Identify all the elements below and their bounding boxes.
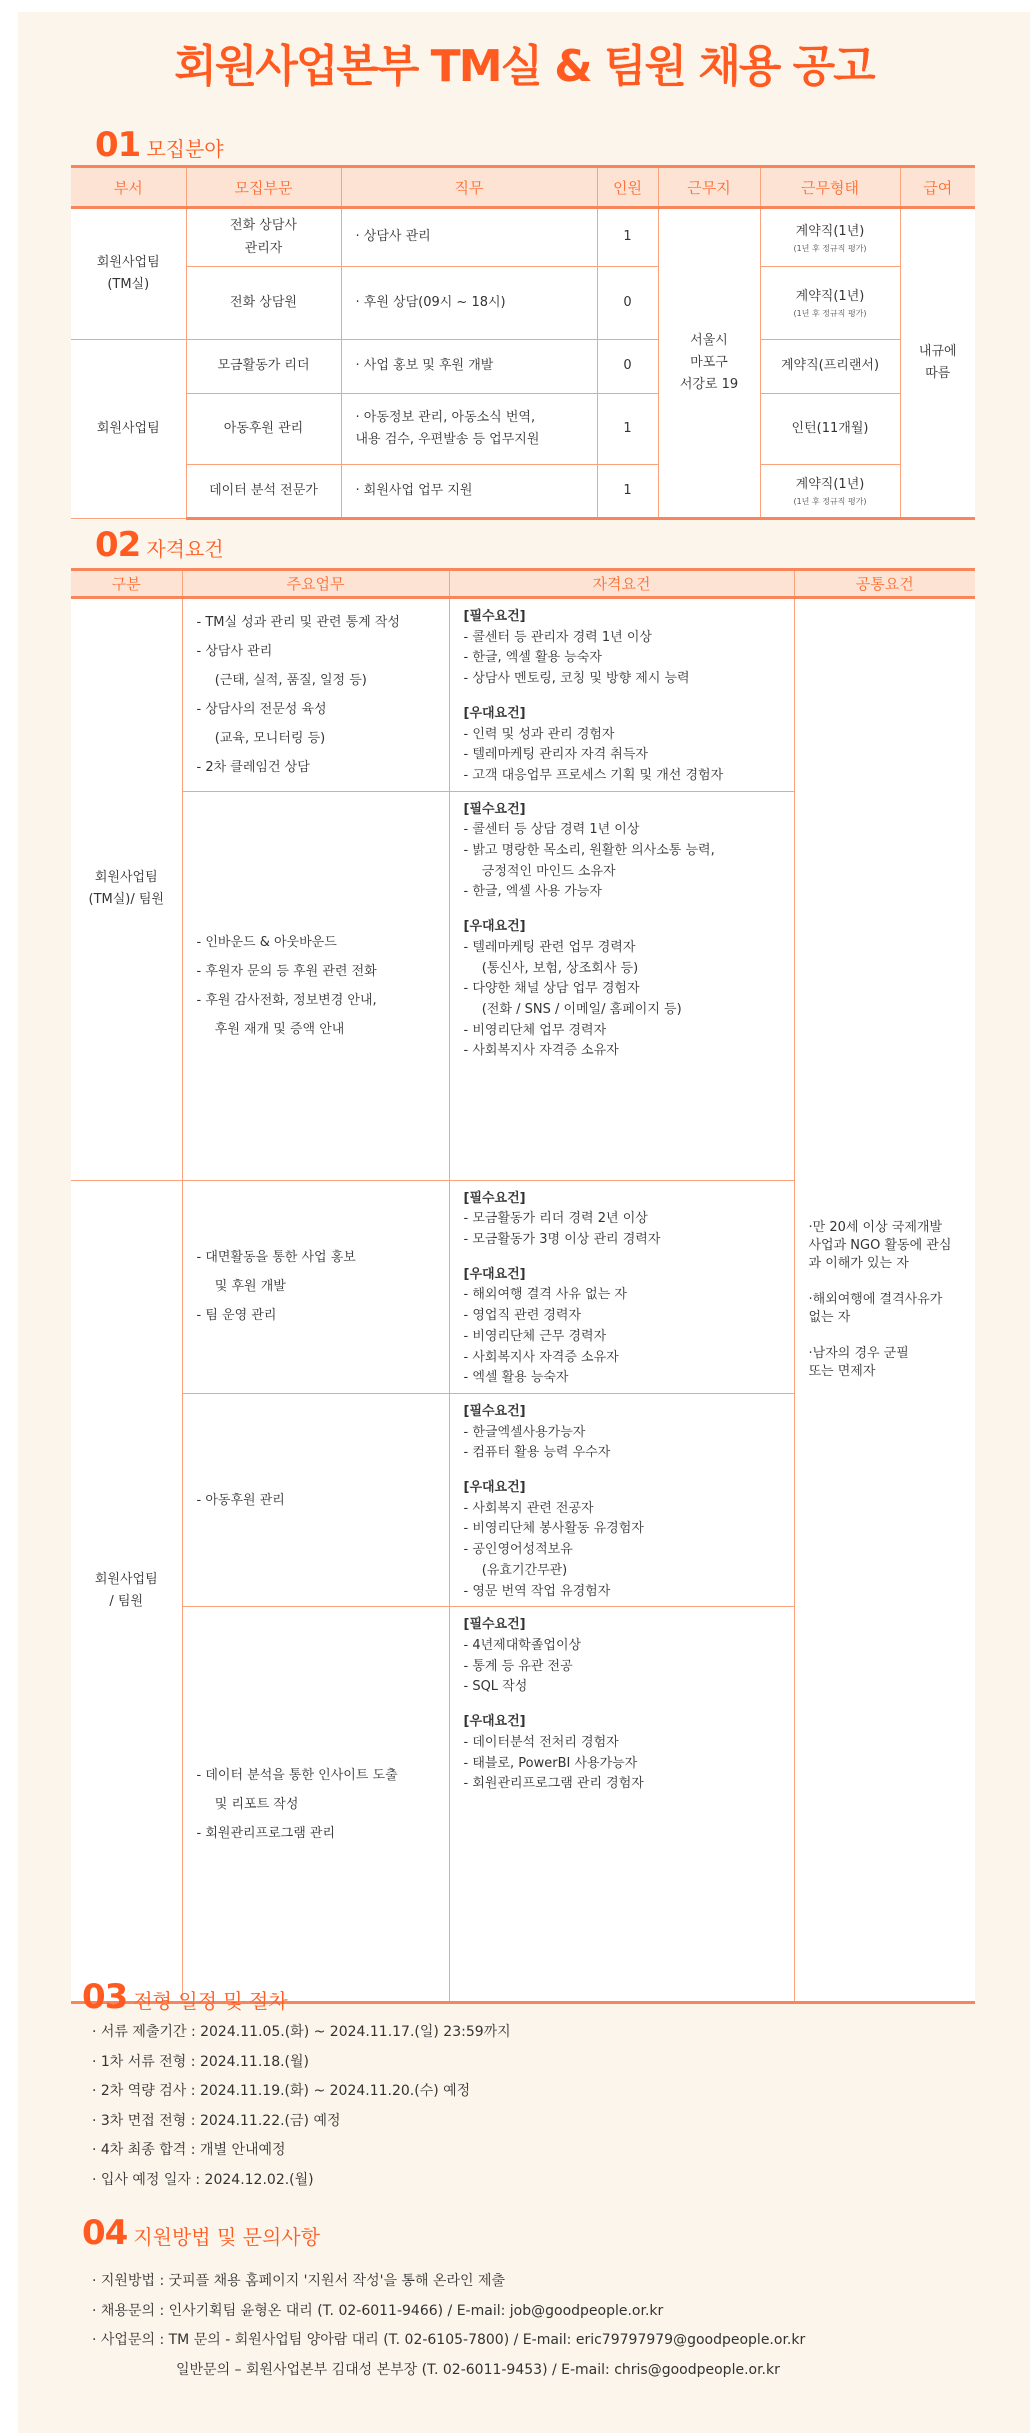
section-label: 전형 일정 및 절차 <box>133 1989 288 2013</box>
position-cell: 모금활동가 리더 <box>186 340 341 394</box>
headcount-cell: 1 <box>597 394 658 465</box>
table-row <box>71 267 975 340</box>
section-heading-quals <box>95 525 224 565</box>
table-row <box>71 465 975 519</box>
section-number: 01 <box>95 125 141 165</box>
duty-cell: · 회원사업 업무 지원 <box>341 465 597 519</box>
required-item: - 통계 등 유관 전공 <box>463 1658 573 1674</box>
column-header: 공통요건 <box>794 570 975 598</box>
schedule-item: · 3차 면접 전형 : 2024.11.22.(금) 예정 <box>92 2112 341 2129</box>
group-cell: 회원사업팀 / 팀원 <box>71 1180 182 2003</box>
section-label: 지원방법 및 문의사항 <box>133 2225 320 2249</box>
requirements-cell <box>449 1607 794 2003</box>
work-type: 계약직(1년) <box>795 223 865 239</box>
required-item: - 모금활동가 리더 경력 2년 이상 <box>463 1211 648 1227</box>
preferred-item: - 회원관리프로그램 관리 경험자 <box>463 1776 644 1792</box>
headcount-cell: 1 <box>597 465 658 519</box>
qualifications-table <box>71 568 975 2004</box>
preferred-item: (유효기간무관) <box>473 1562 568 1578</box>
section-heading-recruit <box>95 125 224 165</box>
section-number: 03 <box>82 1977 128 2017</box>
spacer <box>464 903 794 917</box>
duty-item: - 회원관리프로그램 관리 <box>196 1825 336 1841</box>
duty-item: 및 리포트 작성 <box>206 1796 299 1812</box>
requirements-cell <box>449 598 794 792</box>
required-item: - 콜센터 등 상담 경력 1년 이상 <box>463 822 640 838</box>
required-item: - 한글, 엑셀 활용 능숙자 <box>463 650 602 666</box>
preferred-item: - 데이터분석 전처리 경험자 <box>463 1734 619 1750</box>
column-header: 부서 <box>71 167 186 208</box>
duties-cell <box>182 1607 449 2003</box>
preferred-item: - 영문 번역 작업 유경험자 <box>463 1583 611 1599</box>
spacer <box>464 1464 794 1478</box>
preferred-item: (전화 / SNS / 이메일/ 홈페이지 등) <box>473 1001 682 1017</box>
column-header: 근무지 <box>658 167 760 208</box>
work-type-cell <box>760 465 900 519</box>
preferred-label: [우대요건] <box>463 705 526 721</box>
duty-item: - 아동후원 관리 <box>196 1492 285 1508</box>
headcount-cell: 0 <box>597 267 658 340</box>
table-row <box>71 340 975 394</box>
schedule-item: · 2차 역량 검사 : 2024.11.19.(화) ~ 2024.11.20.(수) 예정 <box>92 2083 471 2100</box>
duty-item: - 2차 클레임건 상담 <box>196 759 310 775</box>
recruitment-notice <box>18 12 1030 2433</box>
spacer <box>464 1251 794 1265</box>
preferred-item: - 사회복지사 자격증 소유자 <box>463 1349 619 1365</box>
required-label: [필수요건] <box>463 1617 526 1633</box>
work-type-note: (1년 후 정규직 평가) <box>793 497 867 507</box>
required-item: - 밝고 명랑한 목소리, 원활한 의사소통 능력, <box>463 843 715 859</box>
preferred-item: - 고객 대응업무 프로세스 기획 및 개선 경험자 <box>463 767 724 783</box>
work-type-cell <box>760 208 900 267</box>
column-header: 근무형태 <box>760 167 900 208</box>
page-title: 회원사업본부 TM실 & 팀원 채용 공고 <box>174 41 874 92</box>
section-label: 자격요건 <box>146 537 224 561</box>
duties-cell <box>182 1393 449 1606</box>
work-type-cell <box>760 340 900 394</box>
column-header: 구분 <box>71 570 182 598</box>
duty-item: 후원 재개 및 증액 안내 <box>206 1021 345 1037</box>
duties-cell <box>182 791 449 1180</box>
headcount-cell: 0 <box>597 340 658 394</box>
section-heading-schedule <box>82 1977 288 2017</box>
common-requirements-cell <box>794 598 975 2003</box>
common-item: ·해외여행에 결격사유가 없는 자 <box>808 1292 943 1326</box>
column-header: 자격요건 <box>449 570 794 598</box>
required-item: - 상담사 멘토링, 코칭 및 방향 제시 능력 <box>463 671 690 687</box>
position-cell: 아동후원 관리 <box>186 394 341 465</box>
location-cell: 서울시 마포구 서강로 19 <box>658 208 760 519</box>
duty-item: (근태, 실적, 품질, 일정 등) <box>206 672 367 688</box>
required-label: [필수요건] <box>463 609 526 624</box>
requirements-cell <box>449 1393 794 1606</box>
table-row <box>71 394 975 465</box>
common-item: ·만 20세 이상 국제개발 사업과 NGO 활동에 관심 과 이해가 있는 자 <box>808 1220 952 1272</box>
common-item: ·남자의 경우 군필 또는 면제자 <box>808 1346 909 1380</box>
work-type: 계약직(1년) <box>795 477 865 493</box>
requirements-cell <box>449 1180 794 1393</box>
required-item: - 한글엑셀사용가능자 <box>463 1424 586 1440</box>
preferred-item: - 다양한 채널 상담 업무 경험자 <box>463 981 640 997</box>
position-cell: 데이터 분석 전문가 <box>186 465 341 519</box>
section-label: 모집분야 <box>146 137 224 161</box>
schedule-item: · 1차 서류 전형 : 2024.11.18.(월) <box>92 2053 310 2070</box>
required-label: [필수요건] <box>463 1190 526 1206</box>
table-row <box>71 208 975 267</box>
required-label: [필수요건] <box>463 1403 526 1419</box>
required-item: - SQL 작성 <box>463 1679 528 1695</box>
recruit-table <box>71 165 975 520</box>
duty-item: - 후원자 문의 등 후원 관련 전화 <box>196 963 377 979</box>
preferred-item: - 공인영어성적보유 <box>463 1542 573 1558</box>
column-header: 모집부문 <box>186 167 341 208</box>
preferred-item: - 영업직 관련 경력자 <box>463 1308 582 1324</box>
position-cell: 전화 상담원 <box>186 267 341 340</box>
duty-cell: · 아동정보 관리, 아동소식 번역, 내용 검수, 우편발송 등 업무지원 <box>341 394 597 465</box>
preferred-item: - 해외여행 결격 사유 없는 자 <box>463 1287 627 1303</box>
required-item: - 컴퓨터 활용 능력 우수자 <box>463 1445 611 1461</box>
column-header: 급여 <box>900 167 975 208</box>
contact-item: · 채용문의 : 인사기획팀 윤형온 대리 (T. 02-6011-9466) / E-mail: job@goodpeople.or.kr <box>92 2302 664 2319</box>
duty-item: - 대면활동을 통한 사업 홍보 <box>196 1250 356 1266</box>
schedule-list <box>92 2018 511 2196</box>
work-type: 계약직(1년) <box>795 289 865 305</box>
duty-cell: · 사업 홍보 및 후원 개발 <box>341 340 597 394</box>
schedule-item: · 입사 예정 일자 : 2024.12.02.(월) <box>92 2171 314 2188</box>
work-type-cell <box>760 267 900 340</box>
required-item: - 모금활동가 3명 이상 관리 경력자 <box>463 1232 661 1248</box>
column-header: 직무 <box>341 167 597 208</box>
salary-cell: 내규에 따름 <box>900 208 975 519</box>
preferred-item: - 비영리단체 봉사활동 유경험자 <box>463 1521 644 1537</box>
preferred-item: - 텔레마케팅 관련 업무 경력자 <box>463 939 636 955</box>
column-header: 인원 <box>597 167 658 208</box>
duty-item: - 데이터 분석을 통한 인사이트 도출 <box>196 1767 398 1783</box>
headcount-cell: 1 <box>597 208 658 267</box>
contact-item: 일반문의 – 회원사업본부 김대성 본부장 (T. 02-6011-9453) / E-mail: chris@goodpeople.or.kr <box>176 2361 780 2378</box>
preferred-item: - 엑셀 활용 능숙자 <box>463 1370 569 1386</box>
contact-item: · 사업문의 : TM 문의 - 회원사업팀 양아람 대리 (T. 02-6105-7800) / E-mail: eric79797979@goodpeople.or.kr <box>92 2332 806 2349</box>
required-item: - 콜센터 등 관리자 경력 1년 이상 <box>463 629 652 645</box>
duties-cell <box>182 1180 449 1393</box>
preferred-item: - 비영리단체 업무 경력자 <box>463 1022 607 1038</box>
preferred-item: - 태블로, PowerBI 사용가능자 <box>463 1755 638 1771</box>
spacer <box>464 690 794 704</box>
preferred-item: - 텔레마케팅 관리자 자격 취득자 <box>463 747 648 763</box>
required-item: 긍정적인 마인드 소유자 <box>473 863 616 879</box>
section-number: 02 <box>95 525 141 565</box>
work-type-cell <box>760 394 900 465</box>
spacer <box>809 1273 976 1291</box>
spacer <box>809 1327 976 1345</box>
preferred-item: - 사회복지사 자격증 소유자 <box>463 1043 619 1059</box>
preferred-item: - 비영리단체 근무 경력자 <box>463 1328 607 1344</box>
duty-item: - TM실 성과 관리 및 관련 통계 작성 <box>196 614 400 630</box>
department-cell: 회원사업팀 <box>71 340 186 519</box>
required-item: - 4년제대학졸업이상 <box>463 1637 582 1653</box>
schedule-item: · 4차 최종 합격 : 개별 안내예정 <box>92 2142 286 2159</box>
position-cell: 전화 상담사 관리자 <box>186 208 341 267</box>
section-number: 04 <box>82 2213 128 2253</box>
work-type-note: (1년 후 정규직 평가) <box>793 243 867 253</box>
work-type: 인턴(11개월) <box>791 420 869 436</box>
work-type-note: (1년 후 정규직 평가) <box>793 309 867 319</box>
column-header: 주요업무 <box>182 570 449 598</box>
duty-item: (교육, 모니터링 등) <box>206 730 326 746</box>
section-heading-contact <box>82 2213 320 2253</box>
duties-cell <box>182 598 449 792</box>
preferred-label: [우대요건] <box>463 1714 526 1730</box>
requirements-cell <box>449 791 794 1180</box>
schedule-item: · 서류 제출기간 : 2024.11.05.(화) ~ 2024.11.17.(일) 23:59까지 <box>92 2024 511 2040</box>
required-item: - 한글, 엑셀 사용 가능자 <box>463 884 602 900</box>
table-row <box>71 598 975 792</box>
duty-item: - 후원 감사전화, 정보변경 안내, <box>196 992 377 1008</box>
required-label: [필수요건] <box>463 801 526 817</box>
preferred-label: [우대요건] <box>463 1480 526 1496</box>
duty-cell: · 상담사 관리 <box>341 208 597 267</box>
contact-item: · 지원방법 : 굿피플 채용 홈페이지 '지원서 작성'을 통해 온라인 제출 <box>92 2273 505 2289</box>
work-type: 계약직(프리랜서) <box>780 358 880 374</box>
preferred-item: - 사회복지 관련 전공자 <box>463 1500 594 1516</box>
group-cell: 회원사업팀 (TM실)/ 팀원 <box>71 598 182 1181</box>
preferred-label: [우대요건] <box>463 919 526 935</box>
preferred-item: - 인력 및 성과 관리 경험자 <box>463 726 615 742</box>
duty-item: - 팀 운영 관리 <box>196 1308 277 1324</box>
department-cell: 회원사업팀 (TM실) <box>71 208 186 340</box>
duty-item: 및 후원 개발 <box>206 1279 286 1295</box>
duty-item: - 인바운드 & 아웃바운드 <box>196 934 337 950</box>
preferred-label: [우대요건] <box>463 1266 526 1282</box>
duty-item: - 상담사 관리 <box>196 643 273 659</box>
spacer <box>464 1698 794 1712</box>
preferred-item: (통신사, 보험, 상조회사 등) <box>473 960 639 976</box>
contact-list <box>92 2267 805 2385</box>
duty-cell: · 후원 상담(09시 ~ 18시) <box>341 267 597 340</box>
duty-item: - 상담사의 전문성 육성 <box>196 701 327 717</box>
